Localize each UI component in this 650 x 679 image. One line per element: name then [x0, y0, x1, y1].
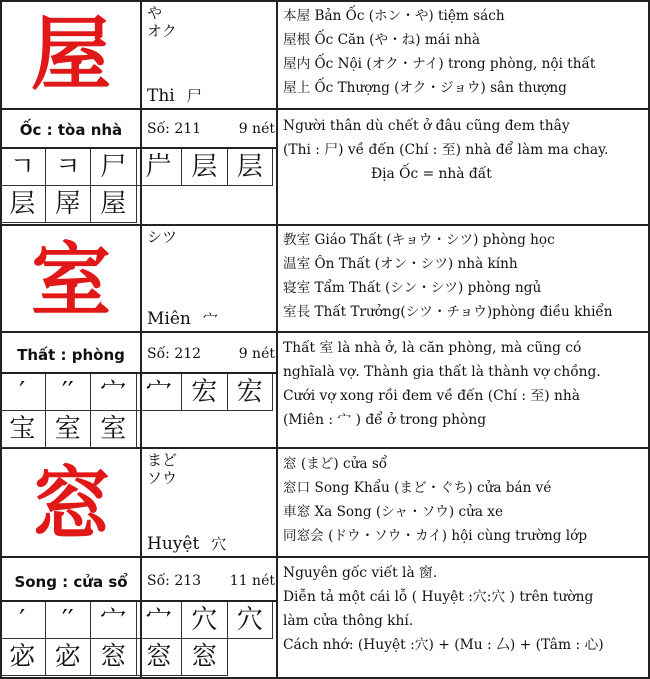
compound-item: 窓口 Song Khẩu (まど・ぐち) cửa bán vé [283, 480, 552, 496]
mnemonic-line: Địa Ốc = nhà đất [371, 166, 492, 182]
on-reading: ソウ [147, 469, 178, 487]
mnemonic-line: Nguyên gốc viết là 窗. [283, 565, 438, 581]
stroke-step: 宀 [137, 374, 183, 411]
kanji-title: Song : cửa sổ [14, 573, 128, 591]
empty-cell [137, 186, 183, 223]
divider [0, 0, 650, 2]
compound-item: 同窓会 (ドウ・ソウ・カイ) hội cùng trường lớp [283, 528, 588, 544]
stroke-step: ′ [0, 374, 46, 411]
kun-reading: や [147, 4, 163, 22]
kanji-meta [147, 346, 275, 362]
kanji-number: Số: 213 [147, 573, 202, 589]
stroke-count: 11 nét [229, 573, 275, 589]
stroke-step: 宀 [137, 602, 183, 639]
stroke-step: 宀 [91, 374, 137, 411]
stroke-step: ′ [0, 602, 46, 639]
empty-cell [137, 411, 183, 448]
compound-item: 屋内 Ốc Nội (オク・ナイ) trong phòng, nội thất [283, 56, 596, 72]
compound-item: 屋上 Ốc Thượng (オク・ジョウ) sân thượng [283, 80, 567, 96]
radical [147, 85, 202, 106]
mnemonic-line: Cưới vợ xong rồi đem về đến (Chí : 至) nhà [283, 388, 581, 404]
kanji-meta [147, 573, 275, 589]
stroke-step: 屋 [91, 186, 137, 223]
divider [140, 0, 142, 679]
radical-glyph: 尸 [186, 87, 202, 105]
radical-name: Miên [147, 309, 191, 329]
stroke-order-grid [0, 149, 273, 223]
mnemonic-line: (Thi : 尸) về đến (Chí : 至) nhà để làm ma chay. [283, 142, 609, 158]
stroke-step: 宓 [0, 639, 46, 676]
stroke-step: ′′ [46, 374, 92, 411]
stroke-step: 窓 [137, 639, 183, 676]
stroke-step: ㅋ [46, 149, 92, 186]
mnemonic-text [283, 336, 646, 432]
empty-cell [228, 639, 274, 676]
on-reading: シツ [147, 228, 178, 246]
compound-list [283, 4, 646, 100]
stroke-count: 9 nét [238, 121, 275, 137]
stroke-step: 室 [91, 411, 137, 448]
stroke-step: 宝 [0, 411, 46, 448]
kanji-title: Ốc : tòa nhà [19, 121, 123, 139]
empty-cell [228, 411, 274, 448]
on-reading: オク [147, 22, 177, 40]
mnemonic-text [283, 561, 646, 657]
empty-cell [182, 411, 228, 448]
mnemonic-text [283, 114, 646, 186]
divider [0, 331, 650, 333]
empty-cell [182, 186, 228, 223]
empty-cell [228, 186, 274, 223]
stroke-step: 层 [0, 186, 46, 223]
stroke-step: 屵 [137, 149, 183, 186]
radical-name: Thi [147, 86, 175, 106]
divider [0, 556, 650, 558]
stroke-step: 宏 [182, 374, 228, 411]
compound-item: 本屋 Bản Ốc (ホン・や) tiệm sách [283, 8, 505, 24]
main-kanji: 窓 [31, 457, 111, 551]
compound-item: 寝室 Tẩm Thất (シン・シツ) phòng ngủ [283, 280, 542, 296]
main-kanji: 室 [31, 233, 111, 327]
stroke-step: 屖 [46, 186, 92, 223]
compound-item: 室長 Thất Trưởng(シツ・チョウ)phòng điều khiển [283, 304, 613, 320]
radical-name: Huyệt [147, 534, 200, 554]
compound-item: 教室 Giáo Thất (キョウ・シツ) phòng học [283, 232, 555, 248]
stroke-step: 穴 [228, 602, 274, 639]
stroke-step: 层 [182, 149, 228, 186]
compound-list [283, 228, 646, 324]
main-kanji: 屋 [31, 7, 111, 101]
divider [0, 224, 650, 226]
compound-item: 窓 (まど) cửa sổ [283, 456, 388, 472]
compound-item: 温室 Ôn Thất (オン・シツ) nhà kính [283, 256, 518, 272]
stroke-step: 穴 [182, 602, 228, 639]
stroke-order-grid [0, 602, 273, 676]
mnemonic-line: nghĩalà vợ. Thành gia thất là thành vợ chồng. [283, 364, 601, 380]
kanji-meta [147, 121, 275, 137]
radical-glyph: 穴 [211, 535, 227, 553]
compound-item: 車窓 Xa Song (シャ・ソウ) cửa xe [283, 504, 504, 520]
divider [276, 0, 278, 679]
radical [147, 533, 226, 554]
mnemonic-line: Thất 室 là nhà ở, là căn phòng, mà cũng có [283, 340, 582, 356]
radical-glyph: 宀 [202, 310, 218, 328]
mnemonic-line: Diễn tả một cái lỗ ( Huyệt :穴:穴 ) trên tường [283, 589, 594, 605]
kanji-number: Số: 212 [147, 346, 202, 362]
stroke-step: 宓 [46, 639, 92, 676]
mnemonic-line: Cách nhớ: (Huyệt :穴) + (Mu : 厶) + (Tâm : 心) [283, 637, 604, 653]
kanji-number: Số: 211 [147, 121, 202, 137]
radical [147, 308, 218, 329]
kun-reading: まど [147, 451, 178, 469]
stroke-count: 9 nét [238, 346, 275, 362]
mnemonic-line: Người thân dù chết ở đâu cũng đem thây [283, 118, 570, 134]
mnemonic-line: (Miên : 宀 ) để ở trong phòng [283, 412, 487, 428]
stroke-order-grid [0, 374, 273, 448]
stroke-step: 窓 [91, 639, 137, 676]
kanji-title: Thất : phòng [17, 346, 125, 364]
stroke-step: 宀 [91, 602, 137, 639]
mnemonic-line: làm cửa thông khí. [283, 613, 414, 629]
stroke-step: 尸 [91, 149, 137, 186]
divider [0, 108, 650, 110]
stroke-step: 窓 [182, 639, 228, 676]
stroke-step: 室 [46, 411, 92, 448]
stroke-step: 宏 [228, 374, 274, 411]
stroke-step: ′′ [46, 602, 92, 639]
stroke-step: ㄱ [0, 149, 46, 186]
compound-list [283, 452, 646, 548]
stroke-step: 层 [228, 149, 274, 186]
compound-item: 屋根 Ốc Căn (や・ね) mái nhà [283, 32, 481, 48]
